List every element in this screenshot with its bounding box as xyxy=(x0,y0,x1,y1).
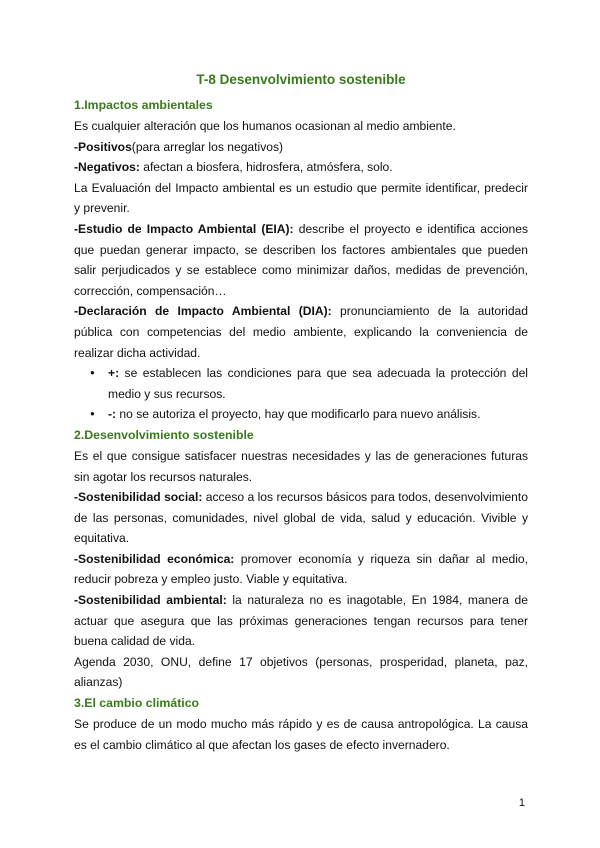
term: -Sostenibilidad ambiental: xyxy=(74,593,227,608)
paragraph: Es el que consigue satisfacer nuestras necesidades y las de generaciones futuras sin agotar los recursos naturales. xyxy=(74,448,528,484)
paragraph: La Evaluación del Impacto ambiental es un estudio que permite identificar, predecir y prevenir. xyxy=(74,180,528,216)
document-page xyxy=(74,70,528,755)
term: -Sostenibilidad social: xyxy=(74,490,203,505)
term: -Negativos: xyxy=(74,160,140,175)
page-title: T-8 Desenvolvimiento sostenible xyxy=(196,72,406,87)
section-1-heading: 1.Impactos ambientales xyxy=(74,98,213,112)
paragraph: Es cualquier alteración que los humanos ocasionan al medio ambiente. xyxy=(74,119,456,133)
term: -Estudio de Impacto Ambiental (EIA): xyxy=(74,221,294,236)
paragraph-dia: -Declaración de Impacto Ambiental (DIA): pronunciamiento de la autoridad pública con competencias del medio ambiente, explicando la conveniencia de realizar dicha actividad. xyxy=(74,304,528,360)
paragraph-social: -Sostenibilidad social: acceso a los recursos básicos para todos, desenvolvimiento de las personas, comunidades, nivel global de vida, salud y educación. Vivible y equitativa. xyxy=(74,490,528,546)
list-item: ● +: se establecen las condiciones para que sea adecuada la protección del medio y sus recursos. xyxy=(108,363,528,404)
section-3-heading: 3.El cambio climático xyxy=(74,696,200,711)
term: -Declaración de Impacto Ambiental (DIA): xyxy=(74,304,332,319)
section-2-heading: 2.Desenvolvimiento sostenible xyxy=(74,427,254,442)
term: -Positivos xyxy=(74,139,132,154)
paragraph-positivos: -Positivos(para arreglar los negativos) xyxy=(74,139,284,154)
paragraph-negativos: -Negativos: afectan a biosfera, hidrosfera, atmósfera, solo. xyxy=(74,160,393,175)
term: -Sostenibilidad económica: xyxy=(74,551,235,566)
paragraph-agenda: Agenda 2030, ONU, define 17 objetivos (personas, prosperidad, planeta, paz, alianzas) xyxy=(74,654,528,690)
bullet-list xyxy=(74,363,528,425)
paragraph: Se produce de un modo mucho más rápido y es de causa antropológica. La causa es el cambio climático al que afectan los gases de efecto invernadero. xyxy=(74,717,528,752)
paragraph-ambiental: -Sostenibilidad ambiental: la naturaleza no es inagotable, En 1984, manera de actuar que asegura que las próximas generaciones tengan recursos para tener buena calidad de vida. xyxy=(74,593,528,649)
paragraph-economica: -Sostenibilidad económica: promover economía y riqueza sin dañar al medio, reducir pobreza y empleo justo. Viable y equitativa. xyxy=(74,551,528,587)
paragraph-eia: -Estudio de Impacto Ambiental (EIA): describe el proyecto e identifica acciones que puedan generar impacto, se describen los factores ambientales que pueden salir perjudicados y se establece como minimizar daños, medidas de prevención, corrección, compensación… xyxy=(74,221,529,298)
list-item: ● -: no se autoriza el proyecto, hay que modificarlo para nuevo análisis. xyxy=(108,404,528,425)
page-number: 1 xyxy=(518,797,525,809)
